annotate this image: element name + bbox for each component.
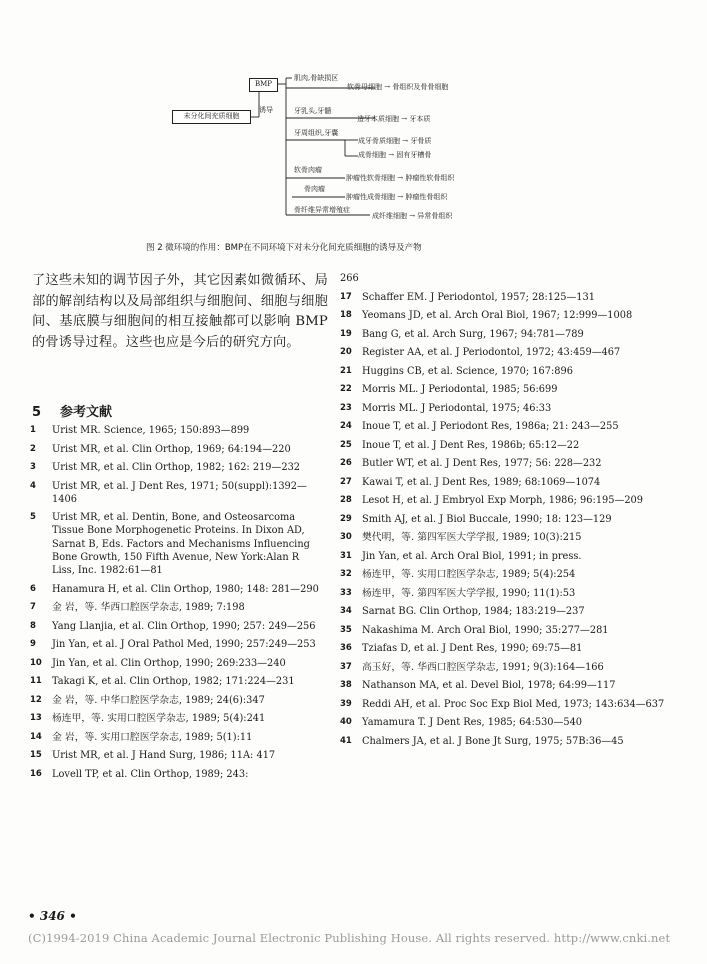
reference-text: 金 岩，等. 华西口腔医学杂志, 1989; 7:198 <box>52 602 245 614</box>
reference-number: 22 <box>340 384 352 394</box>
reference-item <box>30 461 322 474</box>
reference-number: 25 <box>340 439 352 450</box>
reference-number: 1 <box>30 425 36 435</box>
reference-number: 36 <box>340 643 352 653</box>
reference-number: 34 <box>340 606 352 616</box>
reference-number: 8 <box>30 620 36 631</box>
reference-continuation: 266 <box>340 273 359 284</box>
reference-item <box>340 291 682 304</box>
reference-item <box>30 424 322 437</box>
footer-copyright: (C)1994-2019 China Academic Journal Electronic Publishing House. All rights reserved. http://www.cnki.net <box>28 931 671 945</box>
reference-list-left <box>30 424 322 786</box>
outcome-label-5: 肿瘤性软骨细胞 → 肿瘤性软骨组织 <box>346 174 455 182</box>
reference-number: 29 <box>340 513 352 524</box>
reference-number: 33 <box>340 587 352 598</box>
reference-item <box>340 624 682 637</box>
reference-number: 41 <box>340 735 352 746</box>
reference-number: 5 <box>30 512 36 523</box>
reference-item <box>340 383 682 396</box>
outcome-label-6: 肿瘤性成骨细胞 → 肿瘤性骨组织 <box>346 193 448 201</box>
reference-text: 杨连甲，等. 实用口腔医学杂志, 1989; 5(4):241 <box>52 713 266 725</box>
reference-number: 17 <box>340 291 352 302</box>
reference-item <box>340 679 682 692</box>
reference-text: Inoue T, et al. J Dent Res, 1986b; 65:12—22 <box>362 439 580 451</box>
reference-number: 7 <box>30 602 36 613</box>
reference-number: 3 <box>30 462 36 472</box>
reference-item <box>340 661 682 674</box>
reference-text: Jin Yan, et al. Clin Orthop, 1990; 269:233—240 <box>52 657 286 669</box>
reference-text: 杨连甲，等. 第四军医大学学报, 1990; 11(1):53 <box>362 587 576 599</box>
reference-text: Morris ML. J Periodontal, 1985; 56:699 <box>362 384 558 395</box>
cell-box-label: 未分化间充质细胞 <box>183 112 240 120</box>
reference-text: Jin Yan, et al. J Oral Pathol Med, 1990; 257:249—253 <box>52 639 316 651</box>
env-label-3: 牙周组织,牙囊 <box>294 129 339 137</box>
reference-text: 杨连甲，等. 实用口腔医学杂志, 1989; 5(4):254 <box>362 569 576 580</box>
section-heading <box>32 401 112 420</box>
reference-item <box>340 309 682 322</box>
reference-item <box>30 638 322 651</box>
reference-item <box>340 346 682 359</box>
reference-item <box>340 439 682 452</box>
reference-item <box>30 675 322 688</box>
reference-item <box>30 749 322 762</box>
reference-item <box>340 420 682 433</box>
outcome-label-3: 成牙骨质细胞 → 牙骨质 <box>358 137 432 145</box>
reference-text: Urist MR, et al. Clin Orthop, 1969; 64:194—220 <box>52 443 291 455</box>
figure-caption: 图 2 微环境的作用：BMP在不同环境下对未分化间充质细胞的诱导及产物 <box>146 243 422 253</box>
reference-number: 14 <box>30 731 42 742</box>
reference-item <box>340 550 682 563</box>
reference-number: 2 <box>30 443 36 454</box>
reference-text: Urist MR. Science, 1965; 150:893—899 <box>52 425 250 436</box>
reference-number: 40 <box>340 717 352 727</box>
outcome-label-1: 软骨母细胞 → 骨组织及骨骨细胞 <box>347 83 449 91</box>
reference-item <box>340 735 682 748</box>
reference-number: 20 <box>340 347 352 357</box>
reference-item <box>340 494 682 507</box>
env-label-1: 肌肉,骨缺损区 <box>294 74 339 82</box>
reference-number: 35 <box>340 624 352 635</box>
reference-number: 15 <box>30 750 42 761</box>
bmp-label: BMP <box>254 80 273 88</box>
section-number: 5 <box>32 405 42 420</box>
reference-text: Inoue T, et al. J Periodont Res, 1986a; 21: 243—255 <box>362 421 619 432</box>
reference-item <box>340 402 682 415</box>
reference-text: Bang G, et al. Arch Surg, 1967; 94:781—789 <box>362 328 584 340</box>
reference-number: 32 <box>340 569 352 579</box>
reference-text: Tziafas D, et al. J Dent Res, 1990; 69:75—81 <box>362 643 583 654</box>
reference-item <box>340 531 682 544</box>
reference-number: 6 <box>30 583 36 594</box>
reference-number: 21 <box>340 365 352 376</box>
reference-item <box>30 511 322 577</box>
reference-number: 11 <box>30 676 42 687</box>
reference-text: Lesot H, et al. J Embryol Exp Morph, 1986; 96:195—209 <box>362 495 644 506</box>
reference-text: Urist MR, et al. Clin Orthop, 1982; 162: 219—232 <box>52 462 301 473</box>
section-title: 参考文献 <box>60 405 113 420</box>
reference-text: Schaffer EM. J Periodontol, 1957; 28:125—131 <box>362 291 596 303</box>
outcome-label-4: 成骨细胞 → 固有牙槽骨 <box>358 151 432 159</box>
reference-number: 24 <box>340 421 352 431</box>
reference-number: 31 <box>340 550 352 561</box>
reference-item <box>30 601 322 614</box>
reference-text: Urist MR, et al. J Dent Res, 1971; 50(suppl):1392—1406 <box>52 480 307 505</box>
reference-number: 18 <box>340 310 352 320</box>
reference-text: Takagi K, et al. Clin Orthop, 1982; 171:224—231 <box>52 676 295 688</box>
reference-item <box>30 480 322 506</box>
reference-item <box>30 443 322 456</box>
env-label-2: 牙乳头,牙髓 <box>294 107 332 115</box>
reference-text: 樊代明，等. 第四军医大学学报, 1989; 10(3):215 <box>362 532 582 543</box>
reference-text: Urist MR, et al. Dentin, Bone, and Osteosarcoma Tissue Bone Morphogenetic Proteins. In Dixon AD, Sarnat B, Eds. Factors and Mechanisms Influencing Bone Growth, 150 Fifth Avenue, New York:Alan R Liss, Inc. 1982:61—81 <box>52 512 310 577</box>
reference-item <box>30 694 322 707</box>
reference-text: Yang Llanjia, et al. Clin Orthop, 1990; 257: 249—256 <box>52 620 316 632</box>
reference-text: Yamamura T. J Dent Res, 1985; 64:530—540 <box>362 717 583 728</box>
reference-item <box>30 620 322 633</box>
reference-text: Kawai T, et al. J Dent Res, 1989; 68:1069—1074 <box>362 476 601 488</box>
reference-number: 10 <box>30 657 42 668</box>
reference-item <box>340 457 682 470</box>
reference-text: Nakashima M. Arch Oral Biol, 1990; 35:277—281 <box>362 624 609 636</box>
reference-text: Reddi AH, et al. Proc Soc Exp Biol Med, 1973; 143:634—637 <box>362 698 665 710</box>
reference-item <box>340 476 682 489</box>
figure-2-diagram <box>0 60 707 260</box>
reference-text: Butler WT, et al. J Dent Res, 1977; 56: 228—232 <box>362 458 602 469</box>
reference-text: Jin Yan, et al. Arch Oral Biol, 1991; in press. <box>362 550 582 562</box>
reference-text: 金 岩，等. 中华口腔医学杂志, 1989; 24(6):347 <box>52 694 265 706</box>
reference-text: Smith AJ, et al. J Biol Buccale, 1990; 18: 123—129 <box>362 513 612 525</box>
reference-text: Urist MR, et al. J Hand Surg, 1986; 11A: 417 <box>52 750 276 762</box>
reference-number: 39 <box>340 698 352 709</box>
reference-number: 27 <box>340 476 352 487</box>
reference-item <box>30 712 322 725</box>
reference-text: Nathanson MA, et al. Devel Biol, 1978; 64:99—117 <box>362 680 616 691</box>
env-label-4: 软骨肉瘤 <box>294 166 322 174</box>
reference-number: 19 <box>340 328 352 339</box>
body-paragraph: 了这些未知的调节因子外，其它因素如微循环、局部的解剖结构以及局部组织与细胞间、细胞与细胞间、基底膜与细胞间的相互接触都可以影响 BMP 的骨诱导过程。这些也应是今后的研究方向。 <box>32 273 328 350</box>
reference-text: Lovell TP, et al. Clin Orthop, 1989; 243: <box>52 768 249 780</box>
cell-box <box>172 110 251 124</box>
reference-number: 38 <box>340 680 352 690</box>
reference-number: 4 <box>30 480 36 491</box>
reference-text: Register AA, et al. J Periodontol, 1972; 43:459—467 <box>362 347 621 358</box>
reference-item <box>340 513 682 526</box>
env-label-5: 骨肉瘤 <box>304 185 325 193</box>
reference-item <box>30 768 322 781</box>
reference-item <box>340 605 682 618</box>
reference-number: 26 <box>340 458 352 468</box>
reference-text: Chalmers JA, et al. J Bone Jt Surg, 1975; 57B:36—45 <box>362 735 624 747</box>
reference-item <box>340 716 682 729</box>
reference-list-right <box>340 272 682 753</box>
reference-text: Yeomans JD, et al. Arch Oral Biol, 1967; 12:999—1008 <box>362 310 633 321</box>
reference-text: Morris ML. J Periodontal, 1975; 46:33 <box>362 402 552 414</box>
reference-item <box>340 698 682 711</box>
reference-item <box>30 657 322 670</box>
env-label-6: 骨纤维异常增殖症 <box>294 206 350 214</box>
reference-text: Hanamura H, et al. Clin Orthop, 1980; 148: 281—290 <box>52 583 319 595</box>
reference-item <box>340 587 682 600</box>
reference-number: 28 <box>340 495 352 505</box>
page-number: • 346 • <box>28 909 77 923</box>
reference-item <box>340 568 682 581</box>
reference-text: Huggins CB, et al. Science, 1970; 167:896 <box>362 365 573 377</box>
bmp-box <box>249 78 278 92</box>
reference-item <box>30 583 322 596</box>
outcome-label-7: 成纤维细胞 → 异常骨组织 <box>372 212 453 220</box>
reference-number: 23 <box>340 402 352 413</box>
reference-item <box>340 365 682 378</box>
reference-text: Sarnat BG. Clin Orthop, 1984; 183:219—237 <box>362 606 585 617</box>
reference-number: 16 <box>30 768 42 779</box>
reference-number: 37 <box>340 661 352 672</box>
reference-text: 高玉好，等. 华西口腔医学杂志, 1991; 9(3):164—166 <box>362 661 604 673</box>
reference-number: 9 <box>30 639 36 650</box>
reference-item <box>30 731 322 744</box>
outcome-label-2: 造牙本质细胞 → 牙本质 <box>357 115 431 123</box>
reference-item <box>340 328 682 341</box>
induce-label: 诱导 <box>259 106 273 114</box>
reference-number: 30 <box>340 532 352 542</box>
reference-number: 13 <box>30 713 42 724</box>
reference-item <box>340 642 682 655</box>
reference-text: 金 岩，等. 实用口腔医学杂志, 1989; 5(1):11 <box>52 731 253 743</box>
reference-number: 12 <box>30 694 42 705</box>
